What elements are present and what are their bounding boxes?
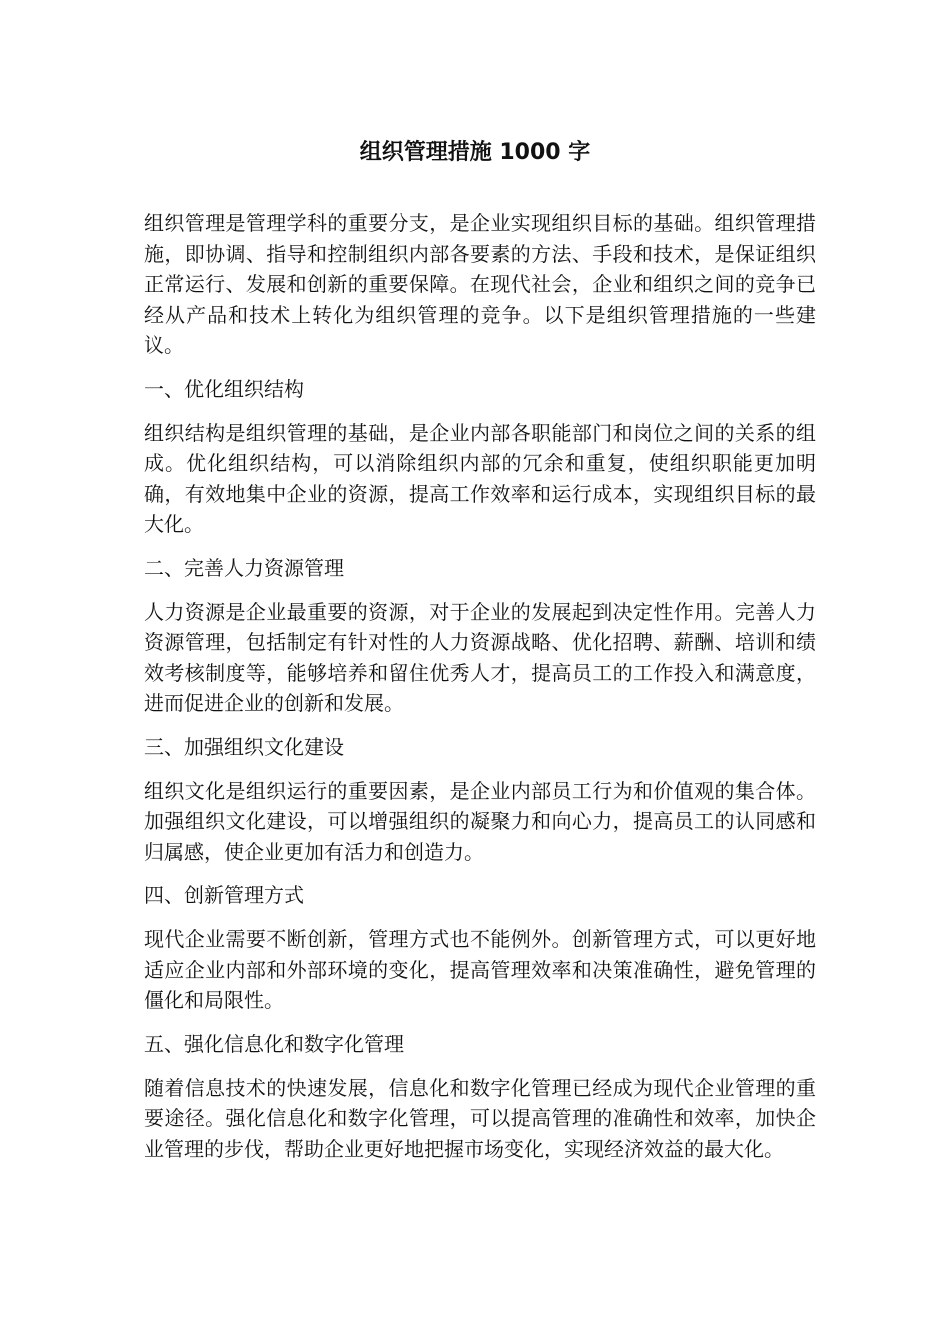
section-body-4: 现代企业需要不断创新，管理方式也不能例外。创新管理方式，可以更好地适应企业内部和外部环境的变化，提高管理效率和决策准确性，避免管理的僵化和局限性。 — [144, 927, 816, 1012]
section-heading-1: 一、优化组织结构 — [144, 376, 304, 401]
section-heading-4: 四、创新管理方式 — [144, 883, 304, 907]
intro-paragraph: 组织管理是管理学科的重要分支，是企业实现组织目标的基础。组织管理措施，即协调、指导和控制组织内部各要素的方法、手段和技术，是保证组织正常运行、发展和创新的重要保障。在现代社会，企业和组织之间的竞争已经从产品和技术上转化为组织管理的竞争。以下是组织管理措施的一些建议。 — [144, 211, 816, 357]
section-body-2: 人力资源是企业最重要的资源，对于企业的发展起到决定性作用。完善人力资源管理，包括制定有针对性的人力资源战略、优化招聘、薪酬、培训和绩效考核制度等，能够培养和留住优秀人才，提高员工的工作投入和满意度，进而促进企业的创新和发展。 — [144, 599, 816, 715]
document-title: 组织管理措施 1000 字 — [359, 140, 591, 165]
section-body-1: 组织结构是组织管理的基础，是企业内部各职能部门和岗位之间的关系的组成。优化组织结构，可以消除组织内部的冗余和重复，使组织职能更加明确，有效地集中企业的资源，提高工作效率和运行成本，实现组织目标的最大化。 — [144, 420, 816, 536]
section-heading-5: 五、强化信息化和数字化管理 — [144, 1031, 404, 1056]
section-heading-3: 三、加强组织文化建设 — [144, 734, 344, 759]
document-body — [144, 208, 816, 1177]
section-body-5: 随着信息技术的快速发展，信息化和数字化管理已经成为现代企业管理的重要途径。强化信息化和数字化管理，可以提高管理的准确性和效率，加快企业管理的步伐，帮助企业更好地把握市场变化，实现经济效益的最大化。 — [144, 1075, 816, 1161]
section-heading-2: 二、完善人力资源管理 — [144, 555, 344, 580]
section-body-3: 组织文化是组织运行的重要因素，是企业内部员工行为和价值观的集合体。加强组织文化建设，可以增强组织的凝聚力和向心力，提高员工的认同感和归属感，使企业更加有活力和创造力。 — [144, 778, 816, 864]
